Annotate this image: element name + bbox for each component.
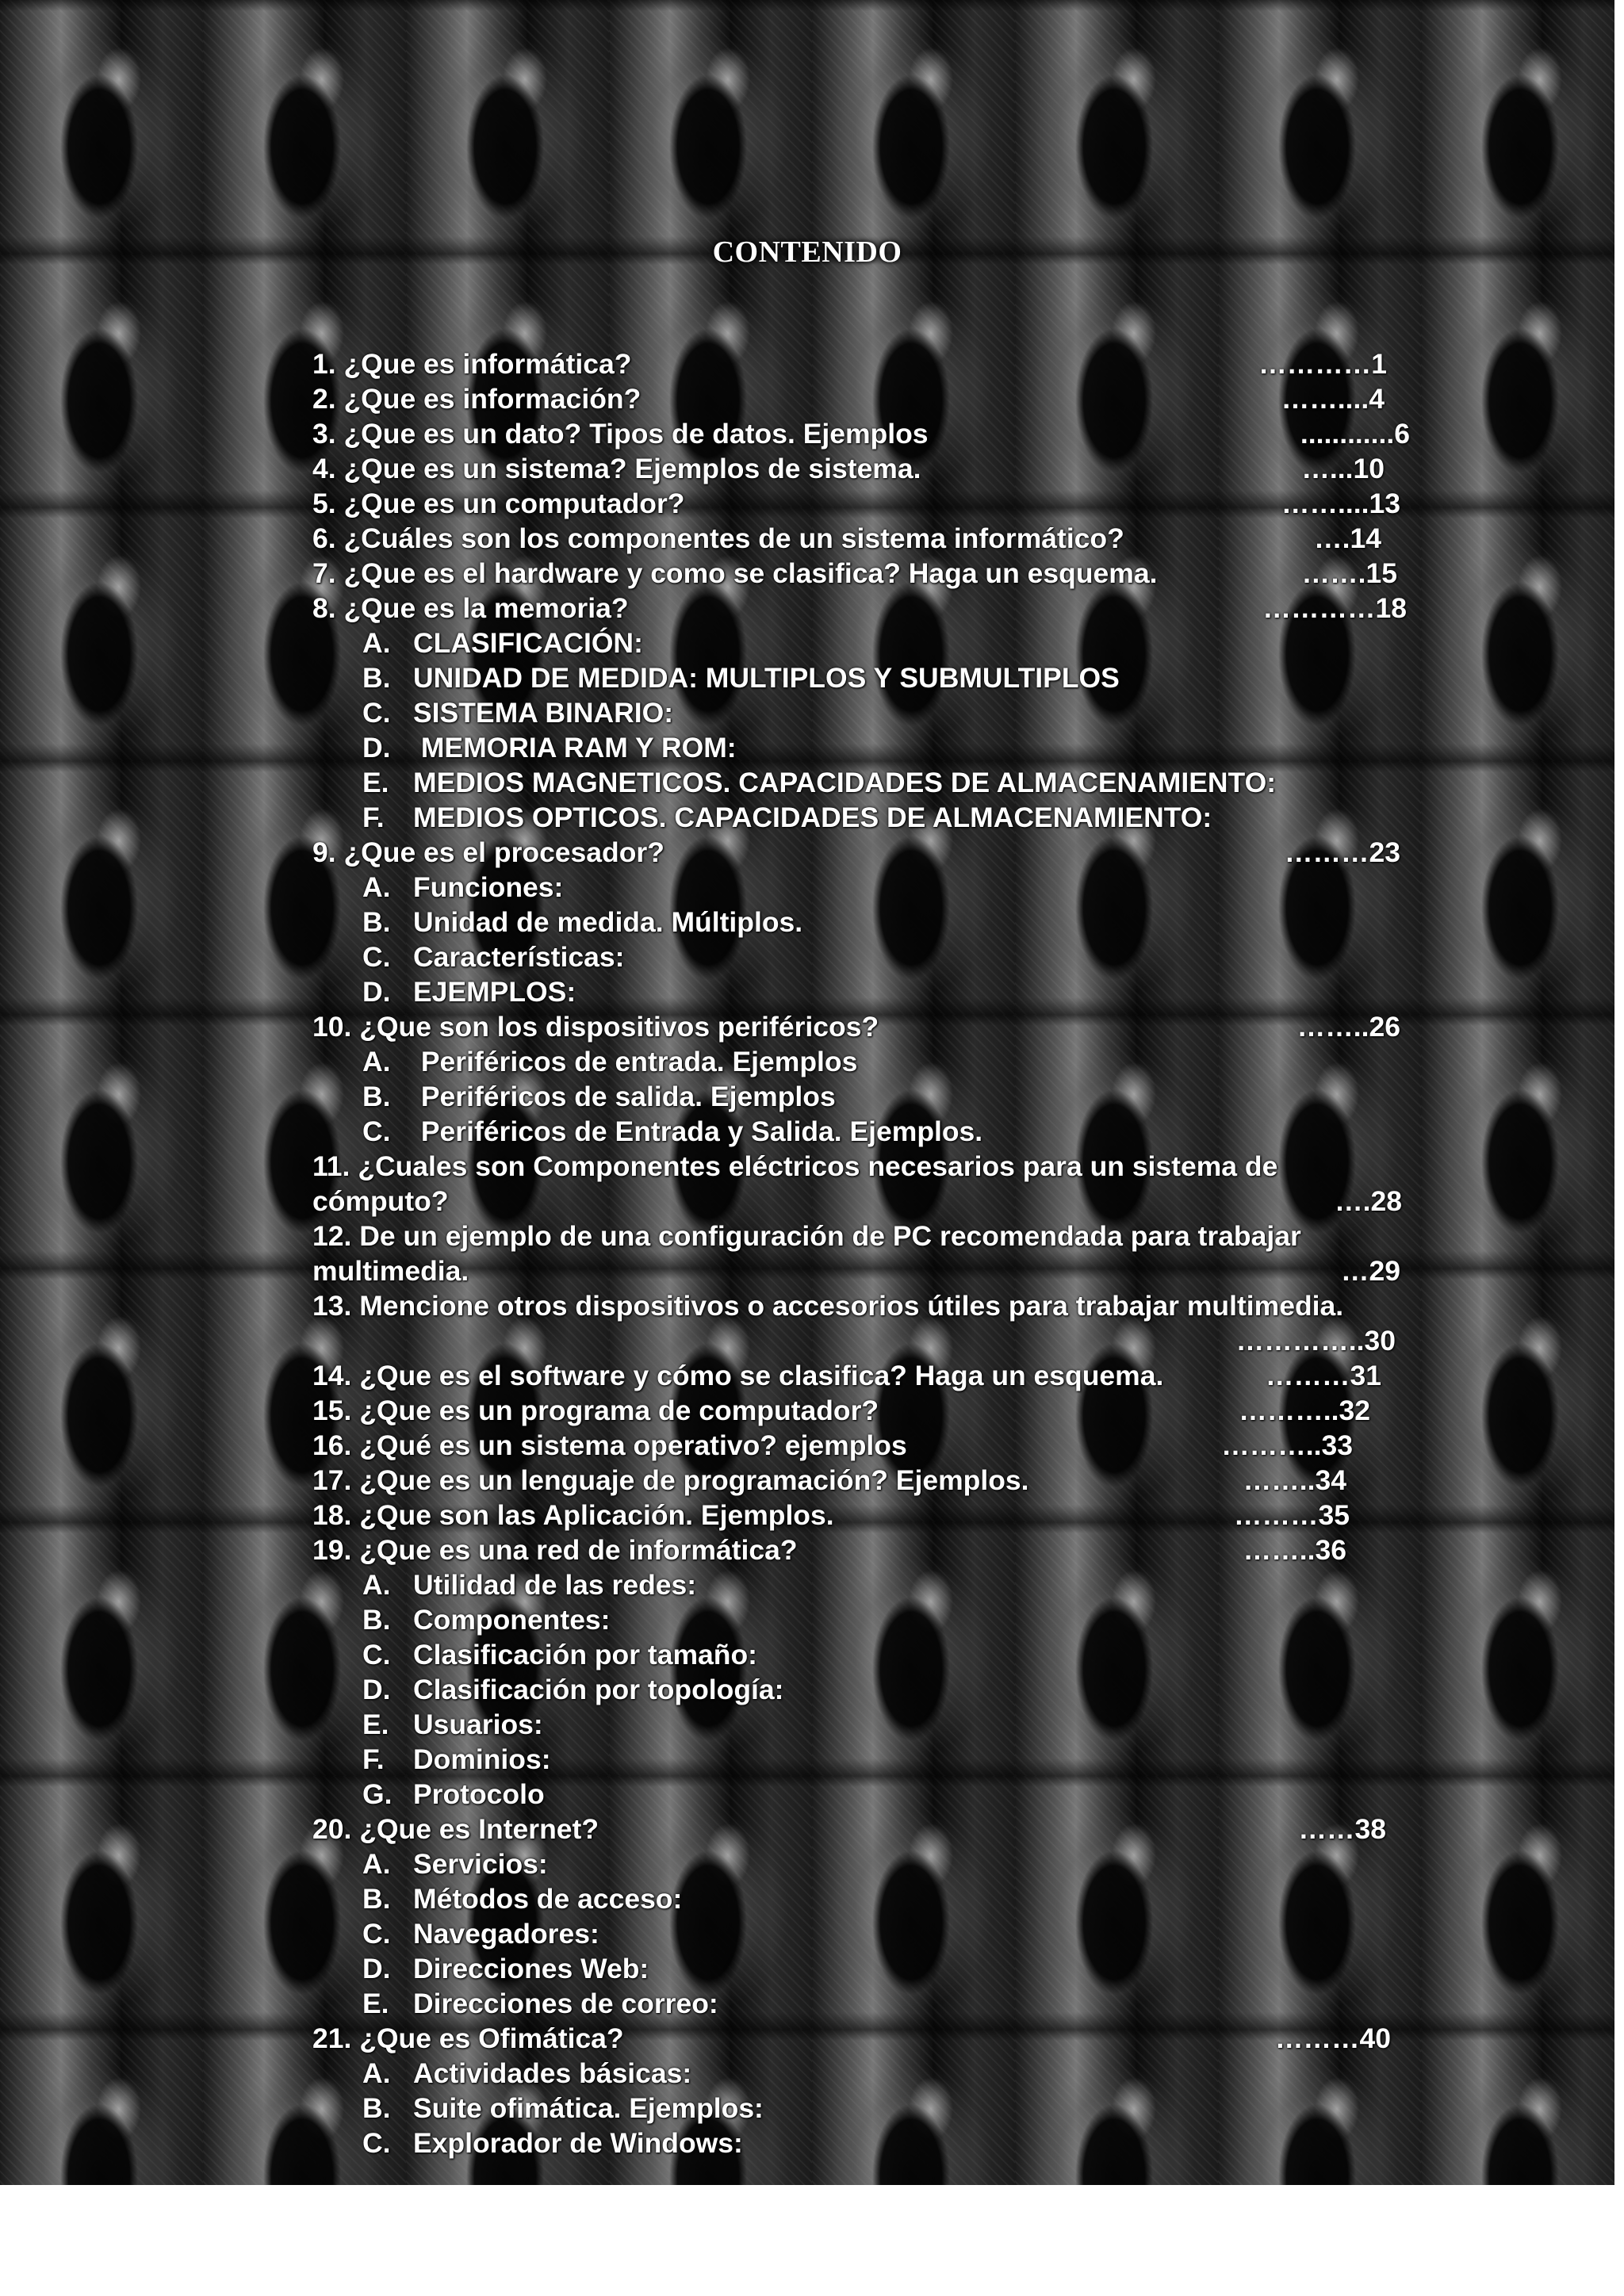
toc-subitem [312,1637,1415,1672]
toc-subitem-text: CLASIFICACIÓN: [413,627,643,659]
toc-page-number: ……....13 [1281,488,1400,519]
toc-subitem-label [362,1742,1415,1777]
toc-subitem [312,1567,1415,1602]
toc-subitem-text: Actividades básicas: [413,2057,692,2089]
toc-subitem-letter: A. [362,2057,391,2089]
toc-subitem-label [362,1707,1415,1742]
toc-subitem-label [362,1916,1415,1951]
toc-subitem-label [362,2126,1415,2160]
toc-item [312,1149,1415,1219]
toc-item [312,2021,1415,2056]
toc-subitem-text: Suite ofimática. Ejemplos: [413,2092,764,2124]
toc-subitem-letter: C. [362,1639,391,1670]
toc-subitem-text: SISTEMA BINARIO: [413,697,674,729]
table-of-contents [312,346,1415,2160]
toc-item-label: 4. ¿Que es un sistema? Ejemplos de sistema. [312,453,921,484]
toc-subitem-text: Direcciones Web: [413,1953,649,1984]
toc-subitem-letter: B. [362,662,391,694]
toc-item-label: 6. ¿Cuáles son los componentes de un sistema informático? [312,522,1124,554]
toc-subitem [312,1742,1415,1777]
toc-subitem-text: Dominios: [413,1743,551,1775]
toc-subitem [312,1916,1415,1951]
toc-page-number: ………23 [1285,836,1400,868]
toc-subitem [312,1672,1415,1707]
toc-subitem-label [362,2091,1415,2126]
toc-subitem-text: Periféricos de salida. Ejemplos [413,1081,836,1112]
toc-item [312,1393,1415,1428]
toc-page-number: …29 [1341,1255,1400,1287]
toc-item [312,486,1415,521]
toc-subitem-label [362,660,1415,695]
toc-item-label: 7. ¿Que es el hardware y como se clasifica? Haga un esquema. [312,557,1158,589]
toc-item-label: 17. ¿Que es un lenguaje de programación? Ejemplos. [312,1464,1029,1496]
toc-subitem [312,765,1415,800]
toc-item [312,381,1415,416]
toc-subitem-label [362,800,1415,835]
toc-subitem-text: Utilidad de las redes: [413,1569,697,1601]
toc-item [312,1428,1415,1463]
toc-subitem-text: Protocolo [413,1778,545,1810]
toc-subitem-letter: C. [362,941,391,973]
toc-subitem [312,1044,1415,1079]
toc-item [312,346,1415,381]
toc-subitem-letter: A. [362,627,391,659]
toc-subitem-label [362,870,1415,905]
toc-subitem-text: EJEMPLOS: [413,976,576,1008]
toc-subitem-letter: B. [362,1883,391,1915]
toc-page-number: …………1 [1258,348,1387,380]
toc-subitem [312,1114,1415,1149]
toc-subitem [312,1079,1415,1114]
toc-subitem-label [362,765,1415,800]
toc-item-label: 18. ¿Que son las Aplicación. Ejemplos. [312,1499,834,1531]
toc-item-label: 12. De un ejemplo de una configuración de PC recomendada para trabajar multimedia. [312,1220,1301,1287]
toc-item [312,835,1415,870]
toc-page-number: ………40 [1275,2022,1391,2054]
toc-item [312,1498,1415,1533]
toc-item [312,1533,1415,1567]
toc-item [312,1009,1415,1044]
toc-page-number: …………..30 [1235,1325,1396,1357]
toc-subitem-letter: G. [362,1778,393,1810]
toc-subitem-letter: A. [362,1046,391,1077]
toc-subitem-letter: A. [362,1569,391,1601]
toc-item-label: 2. ¿Que es información? [312,383,642,415]
toc-subitem [312,626,1415,660]
toc-subitem-label [362,1672,1415,1707]
toc-subitem-letter: C. [362,2127,391,2159]
toc-subitem [312,905,1415,939]
toc-subitem-letter: D. [362,1674,391,1705]
toc-subitem-label [362,1602,1415,1637]
toc-item [312,556,1415,591]
toc-subitem-text: Periféricos de entrada. Ejemplos [413,1046,858,1077]
toc-item [312,591,1415,626]
toc-subitem-letter: B. [362,2092,391,2124]
toc-item [312,521,1415,556]
toc-subitem-text: Características: [413,941,625,973]
toc-subitem-letter: B. [362,906,391,938]
toc-item-label: 9. ¿Que es el procesador? [312,836,665,868]
toc-subitem-letter: C. [362,697,391,729]
toc-item-label: 19. ¿Que es una red de informática? [312,1534,798,1566]
toc-subitem-label [362,974,1415,1009]
toc-subitem-label [362,1114,1415,1149]
toc-subitem [312,800,1415,835]
toc-page-number: ……..34 [1243,1464,1346,1496]
toc-subitem-letter: C. [362,1115,391,1147]
page-title: CONTENIDO [712,235,902,269]
toc-subitem-text: Periféricos de Entrada y Salida. Ejemplos. [413,1115,983,1147]
toc-subitem-text: MEDIOS MAGNETICOS. CAPACIDADES DE ALMACENAMIENTO: [413,767,1277,798]
toc-subitem-label [362,1881,1415,1916]
toc-subitem-label [362,2056,1415,2091]
toc-page-number: …………18 [1262,592,1407,624]
toc-page-number: ………..33 [1221,1429,1353,1461]
toc-page-number: ……38 [1298,1813,1386,1845]
toc-subitem [312,1986,1415,2021]
toc-item-label: 11. ¿Cuales son Componentes eléctricos necesarios para un sistema de cómputo? [312,1150,1278,1217]
toc-item-label: 8. ¿Que es la memoria? [312,592,629,624]
toc-item-label: 16. ¿Qué es un sistema operativo? ejemplos [312,1429,907,1461]
toc-subitem [312,1707,1415,1742]
toc-item-label: 14. ¿Que es el software y cómo se clasifica? Haga un esquema. [312,1360,1164,1391]
toc-subitem-label [362,1044,1415,1079]
toc-item-label: 1. ¿Que es informática? [312,348,632,380]
toc-subitem-label [362,730,1415,765]
toc-subitem-letter: E. [362,1709,389,1740]
toc-subitem-label [362,1846,1415,1881]
toc-subitem-letter: B. [362,1081,391,1112]
toc-item [312,1358,1415,1393]
toc-item-label: 3. ¿Que es un dato? Tipos de datos. Ejemplos [312,418,929,450]
toc-subitem-label [362,626,1415,660]
toc-subitem-letter: A. [362,1848,391,1880]
toc-item [312,1812,1415,1846]
toc-subitem [312,695,1415,730]
toc-subitem-text: Métodos de acceso: [413,1883,683,1915]
toc-page-number: ……....4 [1281,383,1385,415]
toc-subitem [312,730,1415,765]
toc-subitem-label [362,1951,1415,1986]
toc-subitem [312,2056,1415,2091]
toc-subitem-letter: D. [362,976,391,1008]
toc-subitem-letter: F. [362,802,385,833]
toc-subitem-text: MEDIOS OPTICOS. CAPACIDADES DE ALMACENAMIENTO: [413,802,1212,833]
toc-subitem-label [362,939,1415,974]
toc-subitem-label [362,905,1415,939]
toc-subitem-label [362,1986,1415,2021]
toc-subitem-text: UNIDAD DE MEDIDA: MULTIPLOS Y SUBMULTIPLOS [413,662,1120,694]
toc-item [312,1463,1415,1498]
toc-subitem-label [362,1637,1415,1672]
toc-subitem-letter: B. [362,1604,391,1636]
toc-item-label: 13. Mencione otros dispositivos o accesorios útiles para trabajar multimedia. [312,1290,1344,1322]
toc-subitem [312,1951,1415,1986]
toc-subitem-label [362,1567,1415,1602]
toc-subitem-letter: D. [362,1953,391,1984]
toc-subitem-text: Clasificación por tamaño: [413,1639,757,1670]
toc-subitem-text: Navegadores: [413,1918,599,1950]
toc-page-number: ……..36 [1243,1534,1346,1566]
toc-subitem [312,1846,1415,1881]
toc-item [312,451,1415,486]
toc-subitem [312,2091,1415,2126]
toc-subitem-label [362,1777,1415,1812]
toc-subitem-letter: D. [362,732,391,763]
toc-subitem [312,1881,1415,1916]
toc-subitem [312,2126,1415,2160]
toc-subitem [312,660,1415,695]
toc-subitem-letter: E. [362,767,389,798]
toc-subitem-text: Clasificación por topología: [413,1674,784,1705]
toc-page-number: …….15 [1301,557,1397,589]
toc-item [312,416,1415,451]
toc-item-label: 20. ¿Que es Internet? [312,1813,599,1845]
toc-subitem-letter: E. [362,1988,389,2019]
toc-subitem-text: Direcciones de correo: [413,1988,718,2019]
toc-item [312,1219,1415,1288]
toc-page-number: ………31 [1266,1360,1381,1391]
toc-subitem-text: Unidad de medida. Múltiplos. [413,906,803,938]
toc-subitem-label [362,695,1415,730]
toc-item-label: 21. ¿Que es Ofimática? [312,2022,624,2054]
toc-page-number: ………..32 [1239,1395,1370,1426]
toc-page-number: ….28 [1335,1185,1402,1217]
toc-subitem [312,974,1415,1009]
toc-page-number: ……..26 [1297,1011,1400,1043]
toc-item-label: 5. ¿Que es un computador? [312,488,685,519]
toc-page-number: …...10 [1301,453,1385,484]
toc-page-number: ............6 [1300,418,1410,450]
toc-item [312,1288,1415,1358]
toc-subitem-letter: C. [362,1918,391,1950]
toc-subitem-text: Funciones: [413,871,564,903]
toc-item-label: 10. ¿Que son los dispositivos periféricos? [312,1011,879,1043]
toc-subitem-text: Usuarios: [413,1709,543,1740]
toc-subitem-text: Servicios: [413,1848,548,1880]
toc-page-number: ………35 [1234,1499,1350,1531]
toc-item-label: 15. ¿Que es un programa de computador? [312,1395,879,1426]
toc-subitem-text: Componentes: [413,1604,611,1636]
toc-subitem-text: MEMORIA RAM Y ROM: [413,732,737,763]
toc-subitem [312,1777,1415,1812]
toc-subitem-letter: F. [362,1743,385,1775]
toc-subitem [312,1602,1415,1637]
toc-subitem-letter: A. [362,871,391,903]
toc-subitem [312,939,1415,974]
toc-page-number: ….14 [1314,522,1381,554]
toc-subitem-label [362,1079,1415,1114]
toc-subitem-text: Explorador de Windows: [413,2127,743,2159]
toc-subitem [312,870,1415,905]
